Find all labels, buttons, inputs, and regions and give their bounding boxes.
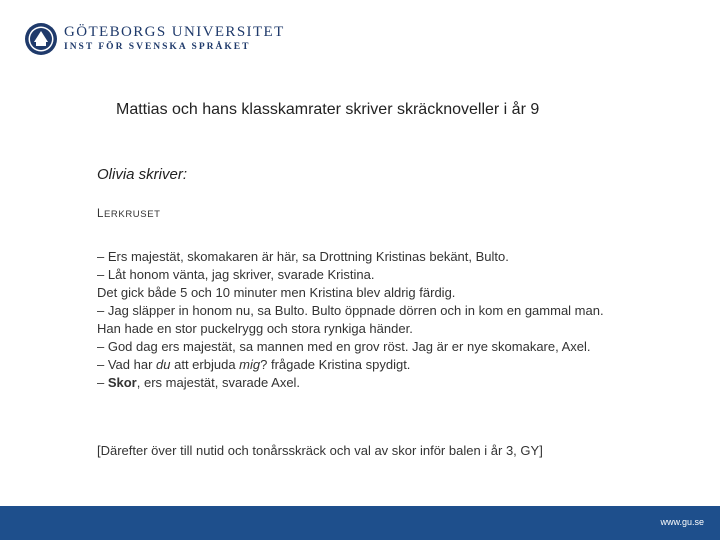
emphasis-skor: Skor — [107, 375, 137, 390]
author-line — [97, 166, 187, 183]
story-line: – Jag släpper in honom nu, sa Bulto. Bulto öppnade dörren och in kom en gammal man. Han hade en stor puckelrygg och stora rynkiga händer. — [97, 303, 604, 336]
story-text-span: , ers majestät, svarade Axel. — [136, 375, 301, 390]
story-line: – Låt honom vänta, jag skriver, svarade Kristina. — [97, 267, 375, 282]
author-suffix: skriver: — [134, 166, 188, 183]
story-title — [97, 208, 161, 220]
story-text-span: – Vad har — [97, 357, 157, 372]
story-text-span: ? frågade Kristina spydigt. — [260, 357, 411, 372]
story-line: – Ers majestät, skomakaren är här, sa Drottning Kristinas bekänt, Bulto. — [97, 249, 509, 264]
story-title-rest: ERKRUSET — [104, 209, 161, 220]
university-name: GÖTEBORGS UNIVERSITET — [64, 24, 285, 40]
story-text-span: – — [97, 375, 108, 390]
author-name: Olivia — [97, 166, 135, 183]
story-title-initial: L — [97, 208, 104, 220]
story-line — [97, 374, 627, 392]
story-line: – God dag ers majestät, sa mannen med en grov röst. Jag är er nye skomakare, Axel. — [97, 339, 591, 354]
story-line — [97, 356, 627, 374]
slide-title: Mattias och hans klasskamrater skriver skräcknoveller i år 9 — [116, 101, 540, 118]
footer-url[interactable]: www.gu.se — [660, 517, 704, 527]
institute-name: INST FÖR SVENSKA SPRÅKET — [64, 42, 251, 52]
story-text — [97, 248, 627, 392]
university-seal-icon — [24, 22, 58, 56]
footer-bar — [0, 506, 720, 540]
editorial-note: [Därefter över till nutid och tonårsskräck och val av skor inför balen i år 3, GY] — [97, 443, 543, 458]
story-line: Det gick både 5 och 10 minuter men Kristina blev aldrig färdig. — [97, 285, 456, 300]
story-text-span: att erbjuda — [170, 357, 240, 372]
emphasis-mig: mig — [239, 357, 261, 372]
emphasis-du: du — [156, 357, 171, 372]
